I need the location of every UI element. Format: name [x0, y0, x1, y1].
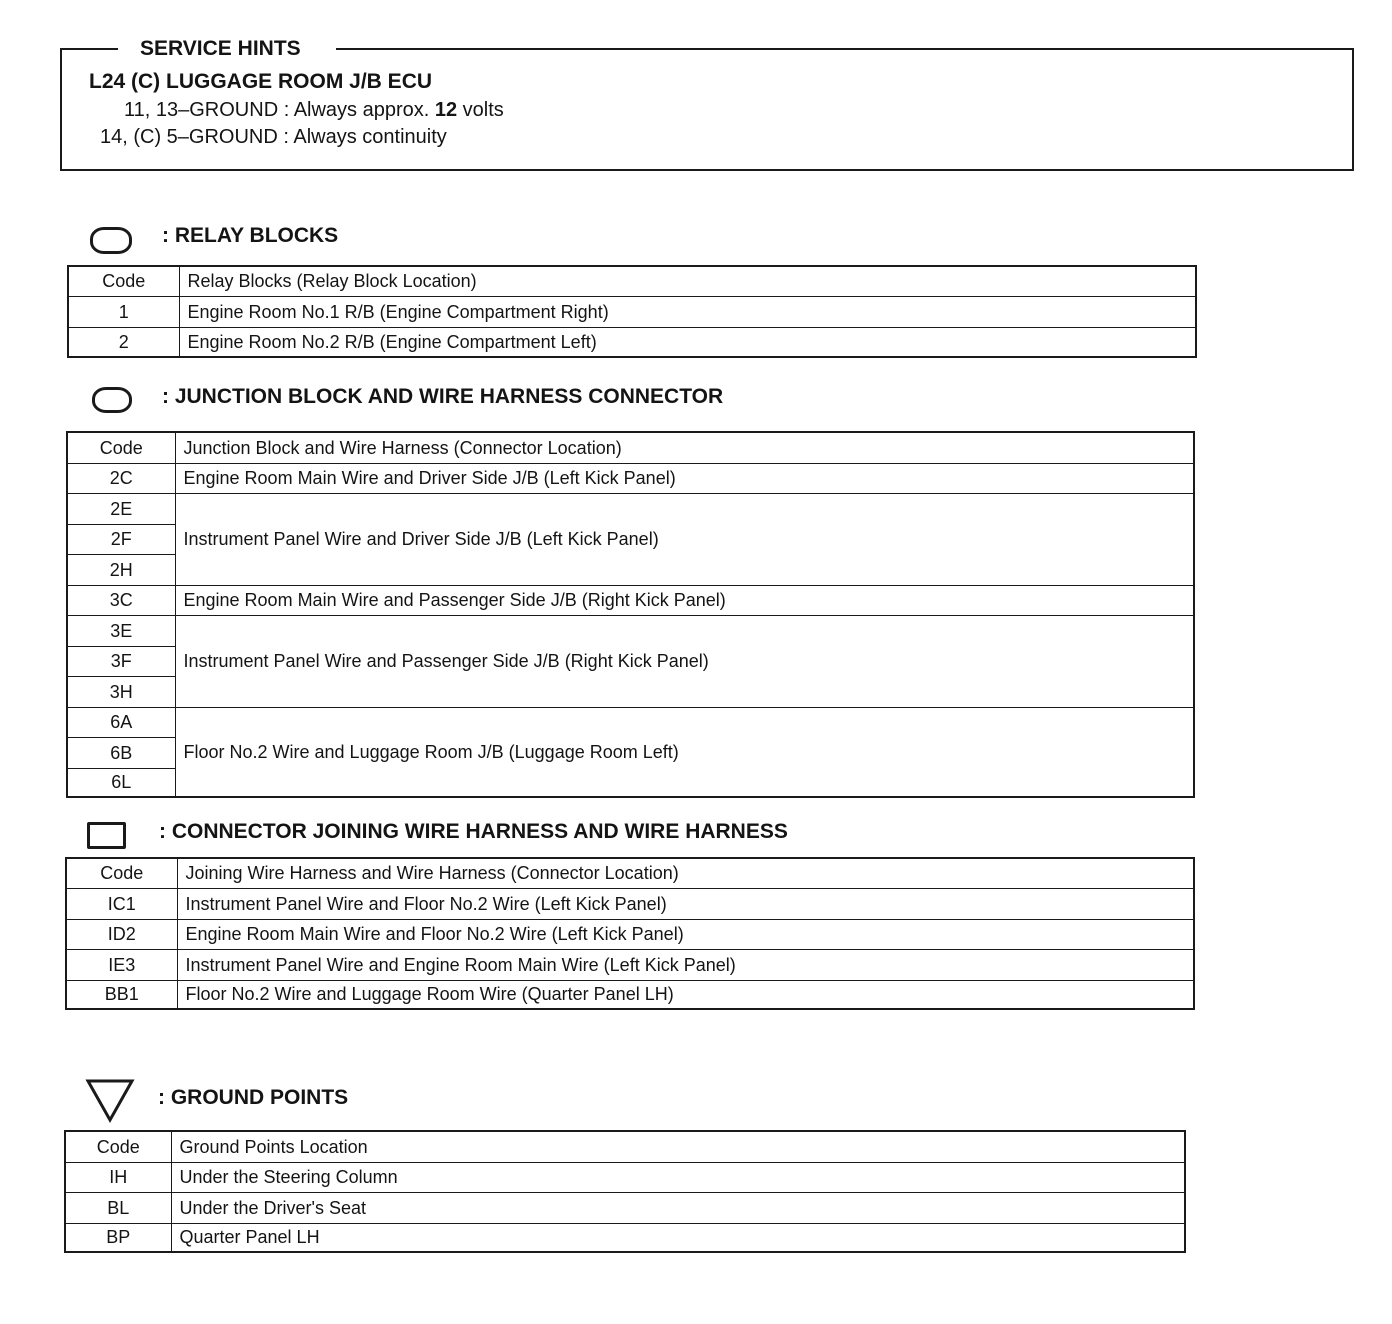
row-desc: Instrument Panel Wire and Driver Side J/B (Left Kick Panel) [175, 493, 1194, 585]
relay-blocks-table [67, 265, 1197, 358]
junction-blocks-table [66, 431, 1195, 798]
table-header-row [65, 1131, 1185, 1162]
row-code: IH [65, 1162, 171, 1192]
row-code: 3H [67, 676, 175, 707]
table-row [66, 980, 1194, 1009]
junction-block-icon [92, 387, 132, 413]
relay-blocks-title: : RELAY BLOCKS [162, 224, 339, 247]
service-hints-title: SERVICE HINTS [140, 37, 301, 60]
table-row [67, 493, 1194, 524]
header-code: Code [65, 1131, 171, 1162]
row-code: 2 [68, 327, 179, 357]
table-row [68, 327, 1196, 357]
table-header-row [68, 266, 1196, 296]
header-code: Code [66, 858, 177, 888]
table-row [67, 585, 1194, 615]
header-desc: Relay Blocks (Relay Block Location) [179, 266, 1196, 296]
row-code: 2C [67, 463, 175, 493]
service-hints-border-right [336, 48, 1354, 50]
table-row [66, 888, 1194, 919]
row-desc: Instrument Panel Wire and Passenger Side J/B (Right Kick Panel) [175, 615, 1194, 707]
row-desc: Floor No.2 Wire and Luggage Room Wire (Quarter Panel LH) [177, 980, 1194, 1009]
row-code: 2F [67, 524, 175, 554]
row-desc: Instrument Panel Wire and Floor No.2 Wire (Left Kick Panel) [177, 888, 1194, 919]
ground-points-title: : GROUND POINTS [158, 1086, 349, 1109]
row-desc: Floor No.2 Wire and Luggage Room J/B (Luggage Room Left) [175, 707, 1194, 797]
table-header-row [67, 432, 1194, 463]
table-row [65, 1192, 1185, 1223]
row-code: 6B [67, 737, 175, 768]
row-code: IC1 [66, 888, 177, 919]
row-code: 6L [67, 768, 175, 797]
table-row [66, 949, 1194, 980]
hint-line-voltage-prefix: 11, 13–GROUND : Always approx. [124, 99, 435, 121]
row-desc: Engine Room Main Wire and Driver Side J/B (Left Kick Panel) [175, 463, 1194, 493]
hint-line-continuity: 14, (C) 5–GROUND : Always continuity [100, 126, 447, 148]
row-code: 6A [67, 707, 175, 737]
table-row [68, 296, 1196, 327]
row-code: 1 [68, 296, 179, 327]
hint-line-voltage-value: 12 [434, 99, 458, 121]
hint-line-voltage [124, 97, 504, 123]
table-row [67, 707, 1194, 737]
connectors-table [65, 857, 1195, 1010]
hint-line-voltage-suffix: volts [457, 99, 504, 121]
row-code: IE3 [66, 949, 177, 980]
header-code: Code [68, 266, 179, 296]
row-desc: Engine Room Main Wire and Floor No.2 Wire (Left Kick Panel) [177, 919, 1194, 949]
table-row [65, 1223, 1185, 1252]
row-desc: Quarter Panel LH [171, 1223, 1185, 1252]
row-code: 3F [67, 646, 175, 676]
connectors-title: : CONNECTOR JOINING WIRE HARNESS AND WIRE HARNESS [159, 820, 788, 843]
service-hints-border-left [60, 48, 118, 50]
row-code: 2E [67, 493, 175, 524]
junction-blocks-title: : JUNCTION BLOCK AND WIRE HARNESS CONNECTOR [162, 385, 724, 408]
hint-item-title: L24 (C) LUGGAGE ROOM J/B ECU [89, 70, 433, 93]
row-code: 3E [67, 615, 175, 646]
table-row [65, 1162, 1185, 1192]
row-code: 3C [67, 585, 175, 615]
row-desc: Instrument Panel Wire and Engine Room Main Wire (Left Kick Panel) [177, 949, 1194, 980]
row-desc: Under the Steering Column [171, 1162, 1185, 1192]
relay-block-icon [90, 227, 132, 254]
row-desc: Engine Room No.2 R/B (Engine Compartment Left) [179, 327, 1196, 357]
row-code: ID2 [66, 919, 177, 949]
table-row [66, 919, 1194, 949]
table-header-row [66, 858, 1194, 888]
row-desc: Engine Room No.1 R/B (Engine Compartment Right) [179, 296, 1196, 327]
row-desc: Engine Room Main Wire and Passenger Side J/B (Right Kick Panel) [175, 585, 1194, 615]
triangle-down-icon [85, 1078, 135, 1124]
row-code: BP [65, 1223, 171, 1252]
table-row [67, 615, 1194, 646]
row-code: BL [65, 1192, 171, 1223]
header-code: Code [67, 432, 175, 463]
row-code: 2H [67, 554, 175, 585]
header-desc: Joining Wire Harness and Wire Harness (Connector Location) [177, 858, 1194, 888]
row-code: BB1 [66, 980, 177, 1009]
table-row [67, 463, 1194, 493]
header-desc: Ground Points Location [171, 1131, 1185, 1162]
row-desc: Under the Driver's Seat [171, 1192, 1185, 1223]
header-desc: Junction Block and Wire Harness (Connector Location) [175, 432, 1194, 463]
ground-points-table [64, 1130, 1186, 1253]
connector-icon [87, 822, 126, 849]
